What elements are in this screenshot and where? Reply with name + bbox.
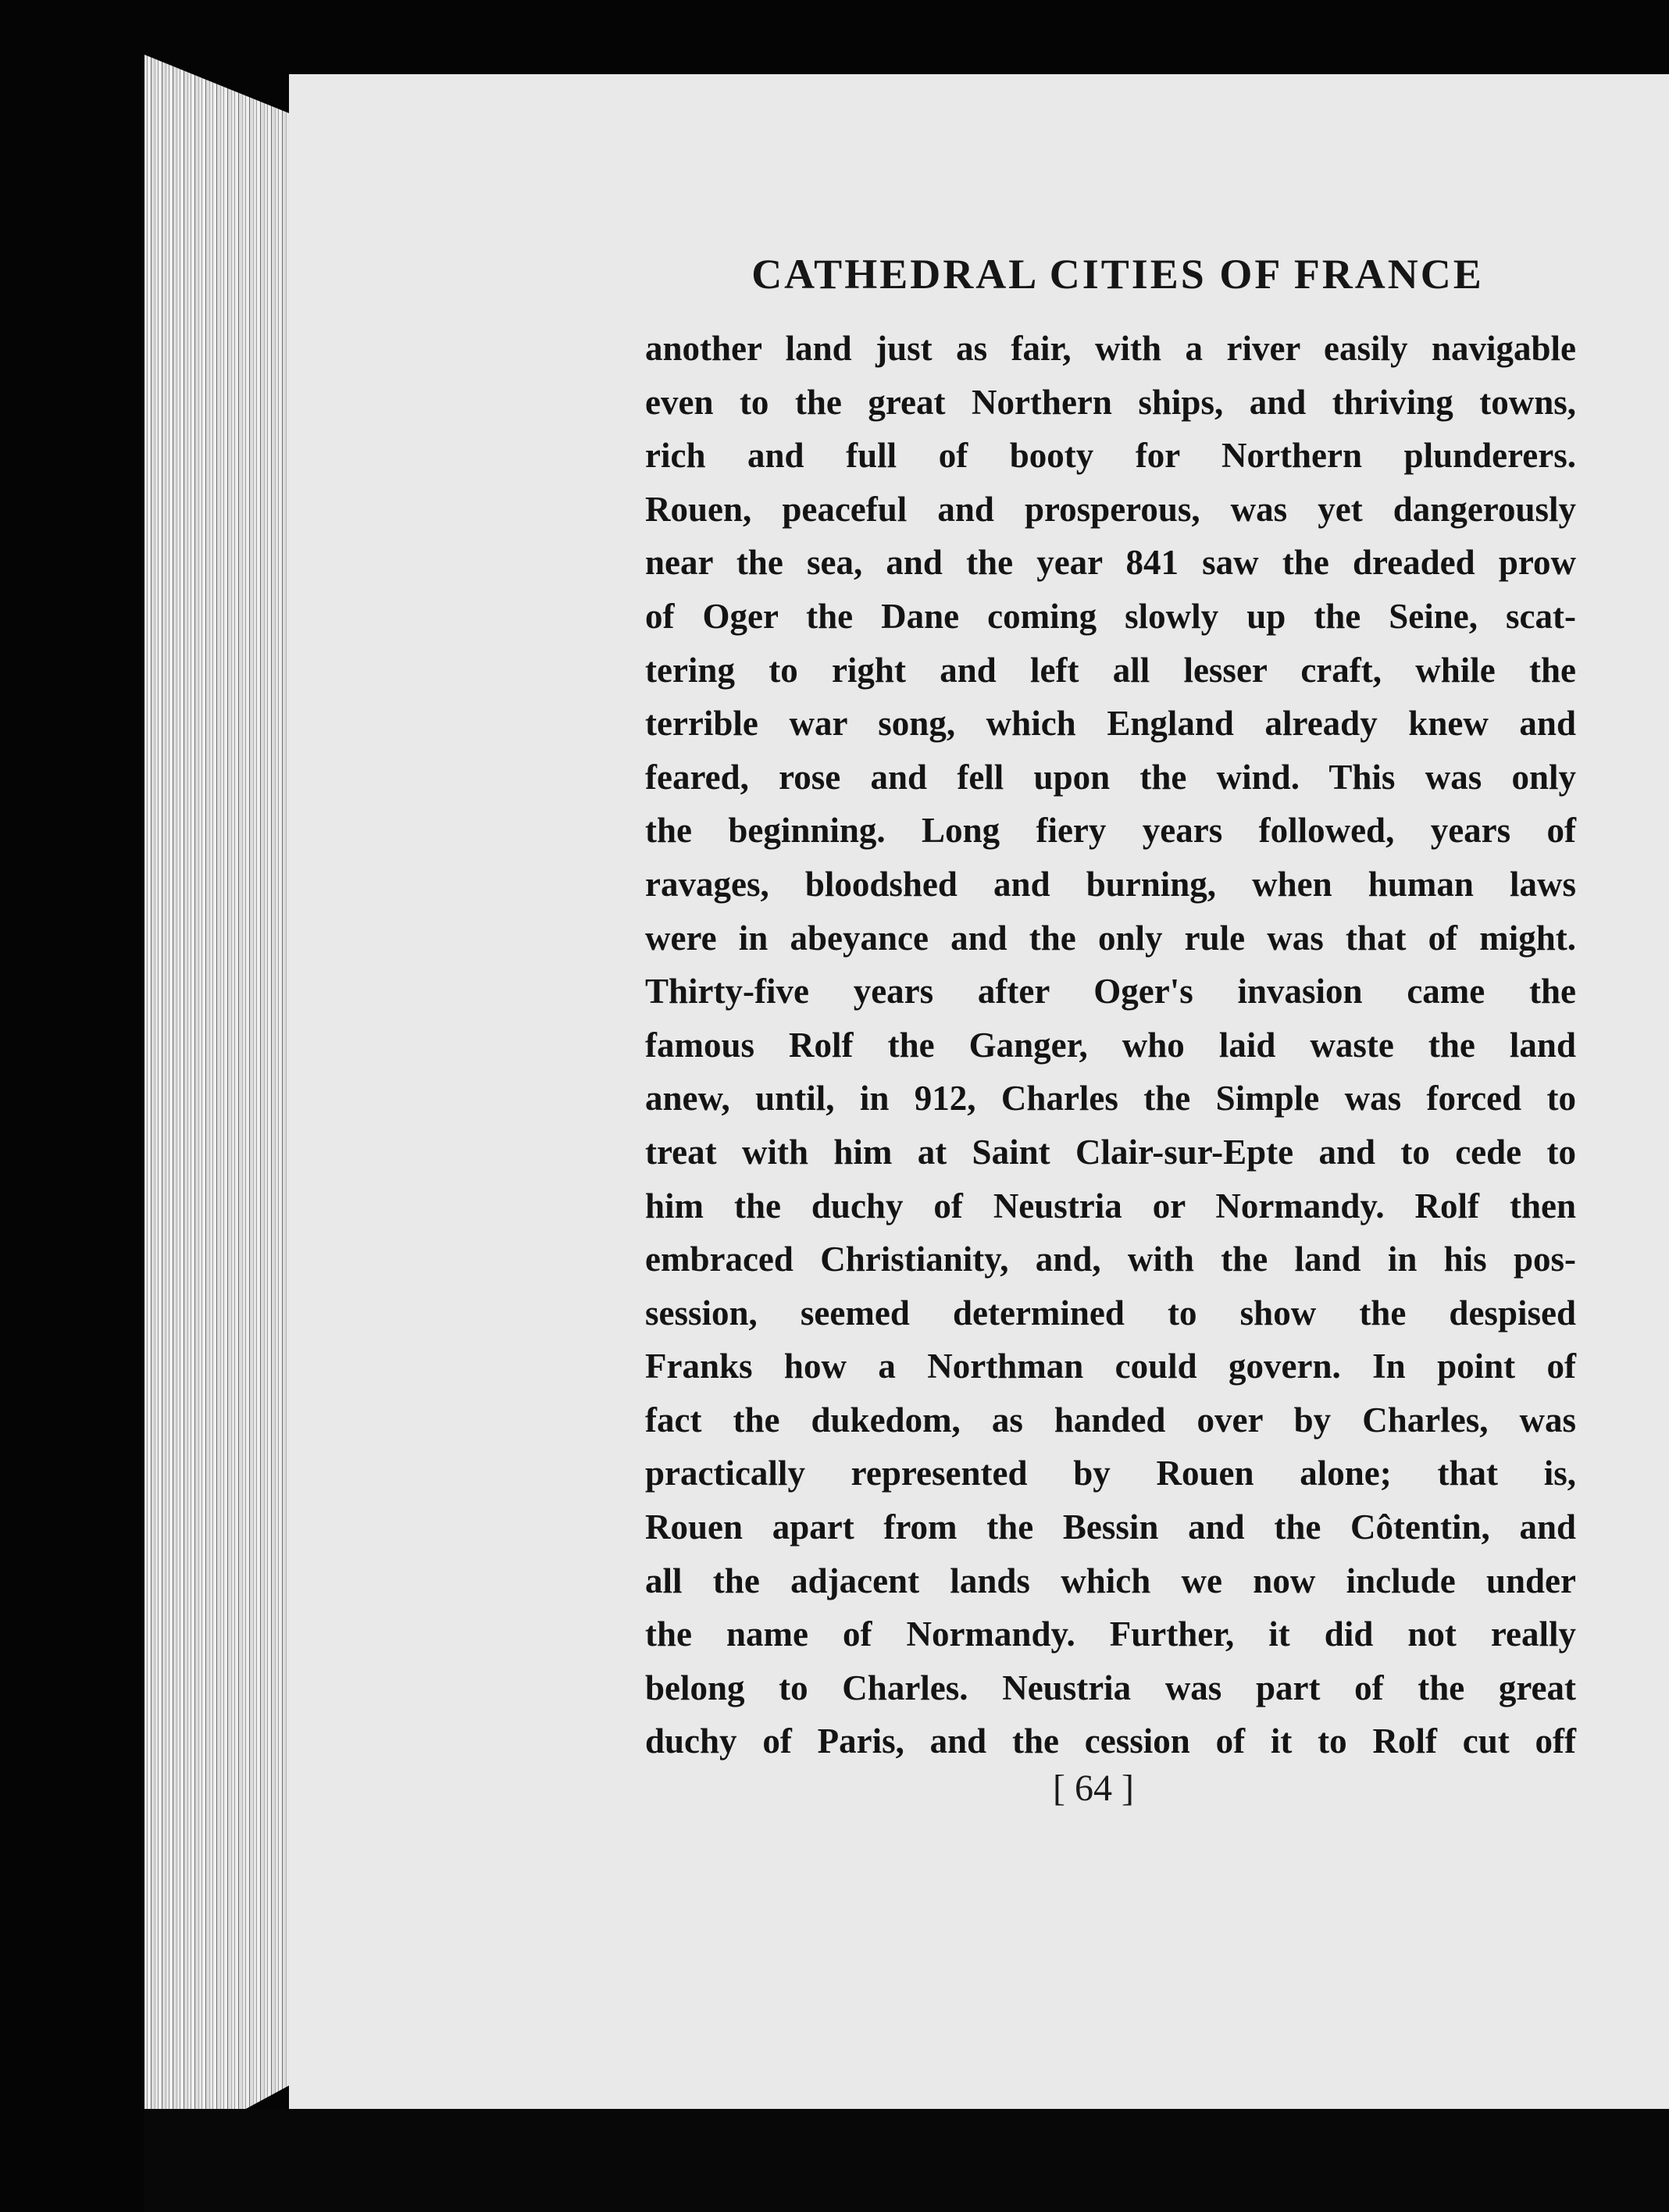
text-line: ravages, bloodshed and burning, when human laws — [645, 864, 1576, 904]
text-line: Thirty-five years after Oger's invasion came the — [645, 972, 1576, 1011]
text-line: belong to Charles. Neustria was part of the great — [645, 1668, 1576, 1707]
text-line: tering to right and left all lesser craft, while the — [645, 650, 1576, 690]
text-line: treat with him at Saint Clair-sur-Epte and to cede to — [645, 1132, 1576, 1172]
scan-shadow — [144, 2109, 1669, 2212]
text-line: near the sea, and the year 841 saw the dreaded prow — [645, 543, 1576, 583]
text-line: even to the great Northern ships, and thriving towns, — [645, 382, 1576, 422]
text-line: session, seemed determined to show the despised — [645, 1293, 1576, 1333]
text-line: Rouen apart from the Bessin and the Côtentin, and — [645, 1507, 1576, 1547]
text-line: all the adjacent lands which we now include under — [645, 1561, 1576, 1600]
text-line: of Oger the Dane coming slowly up the Seine, scat- — [645, 596, 1576, 636]
text-line: him the duchy of Neustria or Normandy. Rolf then — [645, 1186, 1576, 1226]
text-line: practically represented by Rouen alone; that is, — [645, 1454, 1576, 1493]
text-line: the name of Normandy. Further, it did not really — [645, 1614, 1576, 1654]
text-line: Franks how a Northman could govern. In point of — [645, 1347, 1576, 1386]
page-number: [ 64 ] — [1053, 1768, 1134, 1809]
text-line: another land just as fair, with a river easily navigable — [645, 329, 1576, 368]
text-line: famous Rolf the Ganger, who laid waste the land — [645, 1025, 1576, 1065]
text-line: embraced Christianity, and, with the land in his pos- — [645, 1240, 1576, 1279]
text-line: fact the dukedom, as handed over by Charles, was — [645, 1400, 1576, 1440]
text-line: Rouen, peaceful and prosperous, was yet dangerously — [645, 489, 1576, 529]
text-line: duchy of Paris, and the cession of it to Rolf cut off — [645, 1721, 1576, 1761]
running-head: CATHEDRAL CITIES OF FRANCE — [751, 251, 1484, 298]
text-line: rich and full of booty for Northern plunderers. — [645, 436, 1576, 476]
text-line: feared, rose and fell upon the wind. This was only — [645, 757, 1576, 797]
text-line: anew, until, in 912, Charles the Simple was forced to — [645, 1079, 1576, 1118]
text-line: were in abeyance and the only rule was that of might. — [645, 918, 1576, 958]
text-line: terrible war song, which England already knew and — [645, 704, 1576, 744]
body-text — [645, 322, 1576, 1768]
text-line: the beginning. Long fiery years followed, years of — [645, 811, 1576, 851]
page-edges — [144, 55, 301, 2164]
